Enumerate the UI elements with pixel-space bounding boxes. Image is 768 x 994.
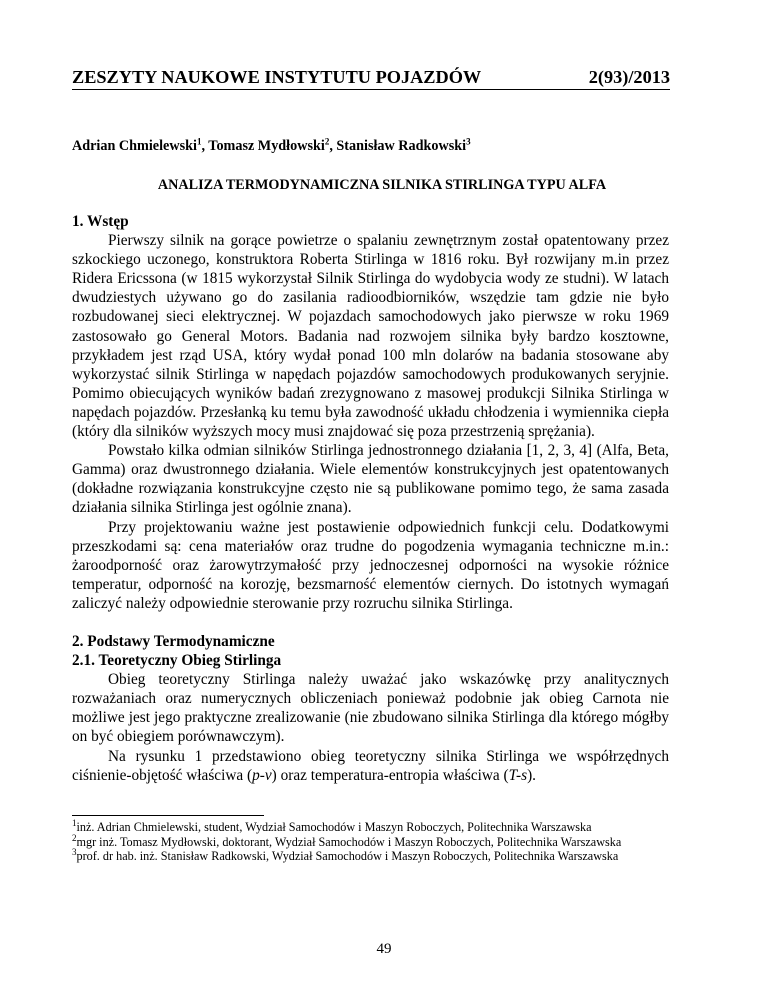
paragraph: Obieg teoretyczny Stirlinga należy uważać jako wskazówkę przy analitycznych rozważaniach oraz numerycznych obliczeniach ponieważ podobnie jak obieg Carnota nie możliwe jest jego praktyczne zrealizowanie (nie zbudowano silnika Stirlinga dla którego mógłby on być obiegiem porównawczym). (72, 671, 669, 746)
footnote-separator (72, 815, 264, 816)
section-heading: 1. Wstęp (72, 213, 129, 230)
author-name: Stanisław Radkowski (336, 138, 467, 154)
author-name: Adrian Chmielewski (72, 138, 197, 154)
footnote: $^2$mgr inż. Tomasz Mydłowski, doktorant, Wydział Samochodów i Maszyn Roboczych, Politechnika Warszawska (72, 832, 622, 849)
paragraph: Pierwszy silnik na gorące powietrze o spalaniu zewnętrznym został opatentowany przez szkockiego uczonego, konstruktora Roberta Stirlinga w 1816 roku. Był rozwijany m.in przez Ridera Ericssona (w 1815 wykorzystał Silnik Stirlinga do wydobycia wody ze studni). W latach dwudziestych używano go do zasilania radioodbiorników, wszędzie tam gdzie nie było rozbudowanej sieci elektrycznej. W pojazdach samochodowych jako pierwsze w roku 1969 zastosowało go General Motors. Badania nad rozwojem silnika były bardzo kosztowne, przykładem jest rząd USA, który wydał ponad 100 mln dolarów na badania stosowane aby wykorzystać silnik Stirlinga w napędach pojazdów samochodowych produkowanych seryjnie. Pomimo obiecujących wyników badań zrezygnowano z masowej produkcji Silnika Stirlinga w napędach pojazdów. Przesłanką ku temu była zawodność układu chłodzenia i wymiennika ciepła (który dla silników wyższych mocy musi znajdować się poza przestrzenią sprężania). (72, 232, 669, 441)
page-number: 49 (376, 941, 392, 957)
section-heading: 2. Podstawy Termodynamiczne (72, 632, 275, 650)
subsection-heading: 2.1. Teoretyczny Obieg Stirlinga (72, 652, 282, 670)
footnote: $^1$inż. Adrian Chmielewski, student, Wydział Samochodów i Maszyn Roboczych, Politechnika Warszawska (72, 817, 592, 834)
author-footnote-mark: 2 (324, 136, 330, 147)
author-footnote-mark: 1 (196, 136, 202, 147)
paragraph: Powstało kilka odmian silników Stirlinga jednostronnego działania [1, 2, 3, 4] (Alfa, Beta, Gamma) oraz dwustronnego działania. Wiele elementów konstrukcyjnych jest opatentowanych (dokładne rozwiązania konstrukcyjne często nie są publikowane pomimo tego, że sama zasada działania silnika Stirlinga jest ogólnie znana). (72, 442, 669, 517)
footnotes (72, 817, 669, 864)
paper-body (72, 212, 669, 785)
paragraph: Na rysunku 1 przedstawiono obieg teoretyczny silnika Stirlinga we współrzędnych ciśnienie-objętość właściwa (p-v) oraz temperatura-entropia właściwa (T-s). (72, 747, 669, 784)
paragraph: Przy projektowaniu ważne jest postawienie odpowiednich funkcji celu. Dodatkowymi przeszkodami są: cena materiałów oraz trudne do pogodzenia wymagania techniczne m.in.: żaroodporność oraz żarowytrzymałość przy jednoczesnej odporności na wysokie różnice temperatur, odporność na korozję, bezsmarność elementów ciernych. Do istotnych wymagań zaliczyć należy odpowiednie sterowanie przy rozruchu silnika Stirlinga. (72, 518, 669, 612)
author-footnote-mark: 3 (466, 136, 471, 147)
journal-name: ZESZYTY NAUKOWE INSTYTUTU POJAZDÓW (72, 67, 482, 87)
issue-number: 2(93)/2013 (588, 67, 670, 87)
author-name: Tomasz Mydłowski (208, 138, 325, 154)
footnote: $^3$prof. dr hab. inż. Stanisław Radkowski, Wydział Samochodów i Maszyn Roboczych, Politechnika Warszawska (72, 846, 619, 863)
author-list: Adrian Chmielewski$^1$, Tomasz Mydłowski$^2$, Stanisław Radkowski$^3$ (72, 136, 471, 154)
paper-title: ANALIZA TERMODYNAMICZNA SILNIKA STIRLINGA TYPU ALFA (157, 177, 607, 193)
running-header (72, 66, 670, 90)
